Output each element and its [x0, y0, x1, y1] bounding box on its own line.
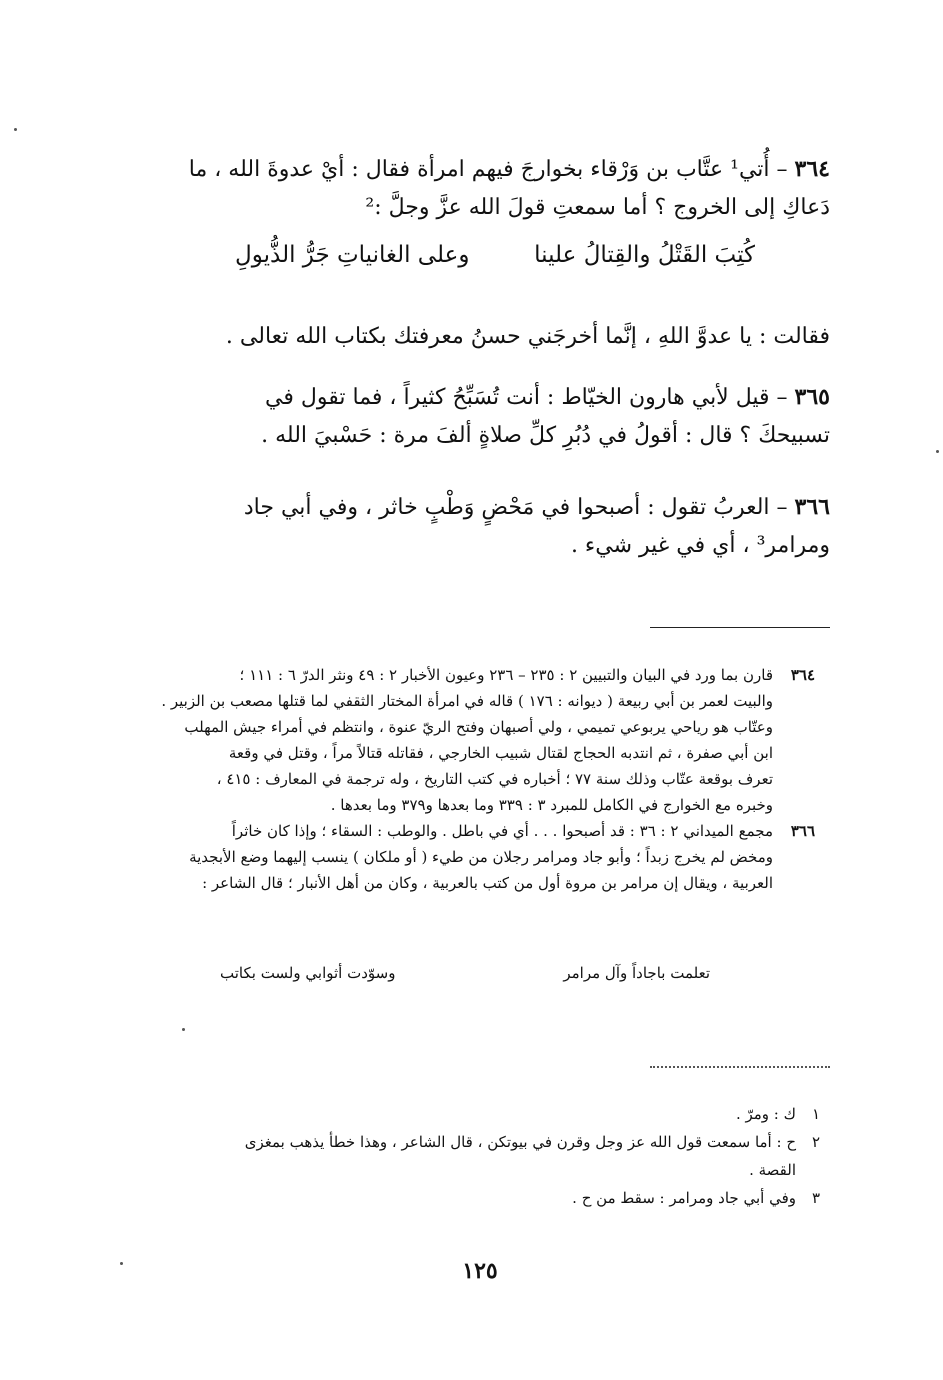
entry-number: ٣٦٦ [794, 494, 830, 520]
entry-364 [160, 150, 830, 227]
verse-first-hemistich: كُتِبَ القَتْلُ والقِتالُ علينا [534, 242, 755, 268]
note-verse-first-hemistich: تعلمت باجاداً وآل مرامر [563, 964, 710, 982]
scan-speck [14, 128, 17, 131]
note-body [160, 662, 773, 818]
note-verse [220, 964, 710, 982]
entry-line: تسبيحكَ ؟ قال : أقولُ في دُبُرِ كلِّ صلاةٍ ألفَ مرة : حَسْبيَ الله . [261, 423, 830, 448]
note-number: ٣٦٦ [790, 822, 815, 840]
entry-text: – العربُ تقول : أصبحوا في مَحْضٍ وَطْبٍ خاثر ، وفي أبي جاد [243, 495, 788, 520]
note-number: ٣٦٤ [790, 666, 815, 684]
note-line: مجمع الميداني ٢ : ٣٦ : قد أصبحوا . . . أي في باطل . والوطب : السقاء ؛ وإذا كان خاثراً [231, 822, 773, 840]
variant-number: ٢ [811, 1133, 820, 1151]
note-verse-second-hemistich: وسوّدت أثوابي ولست بكاتب [220, 964, 396, 982]
note-body [160, 818, 773, 896]
entry-line: دَعاكِ إلى الخروج ؟ أما سمعتِ قولَ الله عزَّ وجلَّ :² [365, 195, 830, 220]
manuscript-variants [160, 1100, 820, 1212]
entry-365 [160, 378, 830, 455]
entry-366 [160, 488, 830, 565]
footnote-separator [650, 627, 830, 628]
entry-text: – قيل لأبي هارون الخيّاط : أنت تُسَبِّحُ كثيراً ، فما تقول في [265, 385, 788, 410]
entry-line [160, 488, 830, 527]
scholarly-notes [160, 662, 815, 896]
note-line: تعرف بوقعة عتّاب وذلك سنة ٧٧ ؛ أخباره في كتب التاريخ ، وله ترجمة في المعارف : ٤١٥ ، [216, 770, 773, 788]
variant-text: ك : ومرّ . [735, 1105, 796, 1123]
verse-second-hemistich: وعلى الغانياتِ جَرُّ الذُّيولِ [235, 242, 470, 268]
variant-1 [160, 1100, 820, 1128]
entry-number: ٣٦٤ [794, 156, 830, 182]
scan-speck [182, 1028, 185, 1031]
variants-separator [650, 1066, 830, 1068]
variant-2 [160, 1128, 820, 1184]
variant-text [160, 1128, 796, 1184]
note-366 [160, 818, 815, 896]
variant-line: القصة . [749, 1161, 796, 1179]
variant-number: ١ [811, 1105, 820, 1123]
note-line: ومخض لم يخرج زبداً ؛ وأبو جاد ومرامر رجلان من طيء ( أو ملكان ) ينسب إليهما وضع الأبجدية [189, 848, 773, 866]
entry-line [160, 378, 830, 417]
variant-text: وفي أبي جاد ومرامر : سقط من ح . [572, 1189, 796, 1207]
scan-speck [120, 1262, 123, 1265]
note-line: وخبره مع الخوارج في الكامل للمبرد ٣ : ٣٣٩ وما بعدها و٣٧٩ وما بعدها . [330, 796, 773, 814]
entry-line [160, 150, 830, 189]
entry-line: ومرامر³ ، أي في غير شيء . [570, 533, 830, 558]
entry-text: – أُتي¹ عتَّاب بن وَرْقاء بخوارجَ فيهم امرأة فقال : أيْ عدوةَ الله ، ما [188, 157, 788, 182]
variant-line: ح : أما سمعت قول الله عز وجل وقرن في بيوتكن ، قال الشاعر ، وهذا خطأ يذهب بمغزى [244, 1133, 796, 1151]
page-number: ١٢٥ [462, 1258, 498, 1284]
note-line: ابن أبي صفرة ، ثم انتدبه الحجاج لقتال شبيب الخارجي ، فقاتله قتالاً مراً ، وقتل في وقعة [228, 744, 773, 762]
entry-364-reply: فقالت : يا عدوَّ اللهِ ، إنَّما أخرجَني حسنُ معرفتك بكتاب الله تعالى . [225, 324, 830, 349]
entry-number: ٣٦٥ [794, 384, 830, 410]
note-line: وعتّاب هو رياحي يربوعي تميمي ، ولي أصبهان وفتح الريّ عنوة ، وانتظم في أمراء جيش المهلب [184, 718, 773, 736]
note-line: والبيت لعمر بن أبي ربيعة ( ديوانه : ١٧٦ ) قاله في امرأة المختار الثقفي لما قتلها مصعب بن الزبير . [161, 692, 773, 710]
scan-speck [936, 450, 939, 453]
note-line: العربية ، ويقال إن مرامر بن مروة أول من كتب بالعربية ، وكان من أهل الأنبار ؛ قال الشاعر : [202, 874, 773, 892]
variant-number: ٣ [811, 1189, 820, 1207]
poem-verse [235, 242, 755, 268]
note-364 [160, 662, 815, 818]
note-line: قارن بما ورد في البيان والتبيين ٢ : ٢٣٥ – ٢٣٦ وعيون الأخبار ٢ : ٤٩ ونثر الدرّ ٦ : ١١١ ؛ [239, 666, 773, 684]
variant-3 [160, 1184, 820, 1212]
